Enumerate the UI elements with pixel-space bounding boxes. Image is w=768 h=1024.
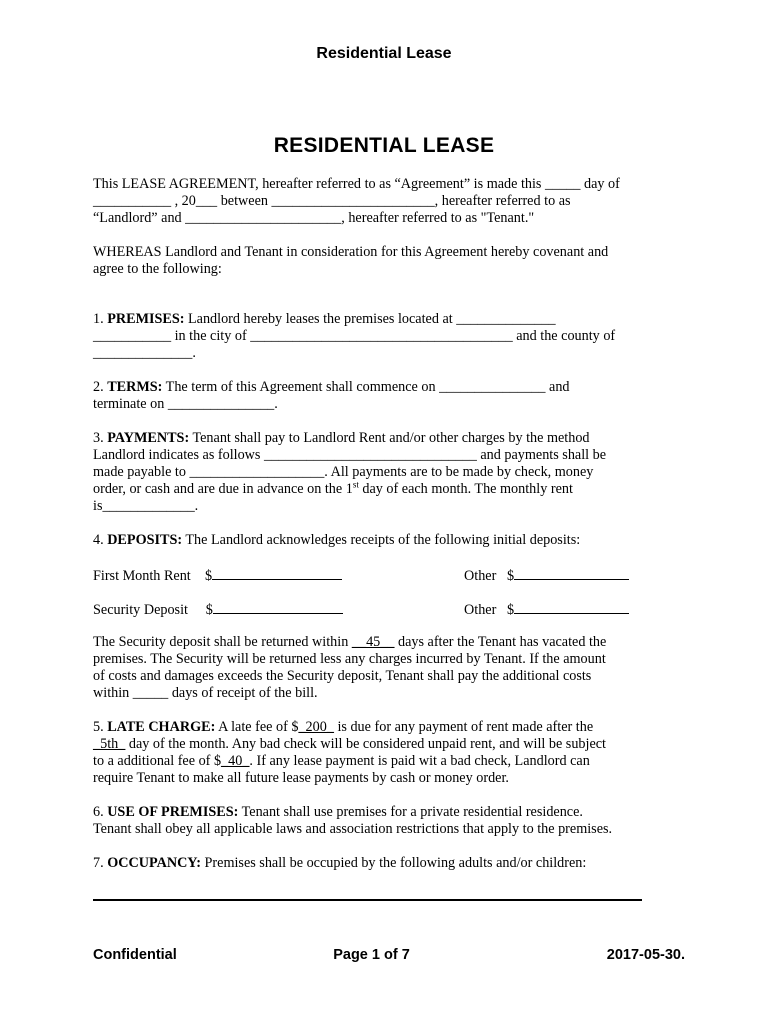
deposit-row-first-month [93,566,673,583]
footer-date: 2017-05-30. [606,947,685,963]
section-number: 1. [93,311,104,327]
other-deposit-label: Other [464,568,497,584]
section-text: The Security deposit shall be returned within [93,634,352,650]
section-heading: OCCUPANCY: [107,855,201,871]
section-text: A late fee of $ [215,719,299,735]
security-deposit-label: Security Deposit [93,602,188,618]
section-terms [93,379,673,413]
section-heading: LATE CHARGE: [107,719,216,735]
section-occupancy [93,855,673,872]
footer-confidential: Confidential [93,947,177,963]
currency-symbol: $ [204,568,213,584]
section-text: Tenant shall obey all applicable laws and association restrictions that apply to the premises. [93,821,613,837]
section-text: Tenant shall pay to Landlord Rent and/or other charges by the method [189,430,590,446]
intro-line: “Landlord” and ______________________, hereafter referred to as "Tenant." [93,210,535,226]
section-text: ___________ in the city of _____________________________________ and the county of [93,328,616,344]
section-text: The Landlord acknowledges receipts of the following initial deposits: [182,532,581,548]
section-text: Tenant shall use premises for a private residential residence. [238,804,583,820]
section-text: days after the Tenant has vacated the [394,634,607,650]
section-text: within _____ days of receipt of the bill. [93,685,318,701]
section-use-of-premises [93,804,673,838]
running-header: Residential Lease [316,45,452,62]
deposit-row-security [93,600,673,617]
currency-symbol: $ [205,602,213,618]
occupants-blank-line[interactable] [93,899,642,901]
late-fee-value: _200_ [298,719,334,735]
section-text: day of each month. The monthly rent [358,481,573,497]
section-text: require Tenant to make all future lease payments by cash or money order. [93,770,509,786]
section-text: of costs and damages exceeds the Security deposit, Tenant shall pay the additional costs [93,668,592,684]
section-text: ______________. [93,345,196,361]
section-heading: PREMISES: [107,311,185,327]
section-number: 5. [93,719,104,735]
section-number: 4. [93,532,104,548]
section-heading: TERMS: [107,379,163,395]
document-title: RESIDENTIAL LEASE [273,134,495,157]
section-text: made payable to ___________________. All payments are to be made by check, money [93,464,594,480]
section-text: order, or cash and are due in advance on the 1 [93,481,353,497]
section-text: Premises shall be occupied by the following adults and/or children: [200,855,587,871]
section-text: . If any lease payment is paid wit a bad check, Landlord can [249,753,590,769]
section-heading: USE OF PREMISES: [107,804,239,820]
section-text: terminate on _______________. [93,396,278,412]
section-late-charge [93,719,673,787]
section-number: 6. [93,804,104,820]
first-month-rent-blank[interactable] [212,566,342,580]
security-deposit-blank[interactable] [213,600,343,614]
late-day-value: _5th_ [93,736,126,752]
footer-page-number: Page 1 of 7 [333,947,410,963]
other-deposit-blank[interactable] [514,566,629,580]
other-deposit-label: Other [464,602,497,618]
section-payments [93,430,673,515]
section-heading: DEPOSITS: [107,532,183,548]
other-deposit-blank[interactable] [514,600,629,614]
section-text: day of the month. Any bad check will be considered unpaid rent, and will be subject [125,736,606,752]
section-text: is_____________. [93,498,199,514]
section-number: 2. [93,379,104,395]
section-text: to a additional fee of $ [93,753,222,769]
currency-symbol: $ [506,602,515,618]
section-text: premises. The Security will be returned less any charges incurred by Tenant. If the amount [93,651,606,667]
ordinal-suffix: st [352,479,359,490]
whereas-line: agree to the following: [93,261,222,277]
section-text: Landlord indicates as follows ______________________________ and payments shall be [93,447,607,463]
document-body [93,176,673,872]
intro-paragraph [93,176,673,227]
currency-symbol: $ [506,568,515,584]
section-text: is due for any payment of rent made after the [333,719,594,735]
section-heading: PAYMENTS: [107,430,190,446]
page-footer [93,947,685,967]
bad-check-fee-value: _40_ [221,753,250,769]
section-text: The term of this Agreement shall commence on _______________ and [162,379,570,395]
section-number: 3. [93,430,104,446]
section-premises [93,311,673,362]
section-deposits [93,532,673,702]
first-month-rent-label: First Month Rent [93,568,191,584]
intro-line: ___________ , 20___ between _______________________, hereafter referred to as [93,193,571,209]
return-days-value: __45__ [351,634,395,650]
whereas-line: WHEREAS Landlord and Tenant in consideration for this Agreement hereby covenant and [93,244,609,260]
intro-line: This LEASE AGREEMENT, hereafter referred to as “Agreement” is made this _____ day of [93,176,620,192]
section-number: 7. [93,855,104,871]
whereas-paragraph [93,244,673,278]
section-text: Landlord hereby leases the premises located at ______________ [184,311,556,327]
